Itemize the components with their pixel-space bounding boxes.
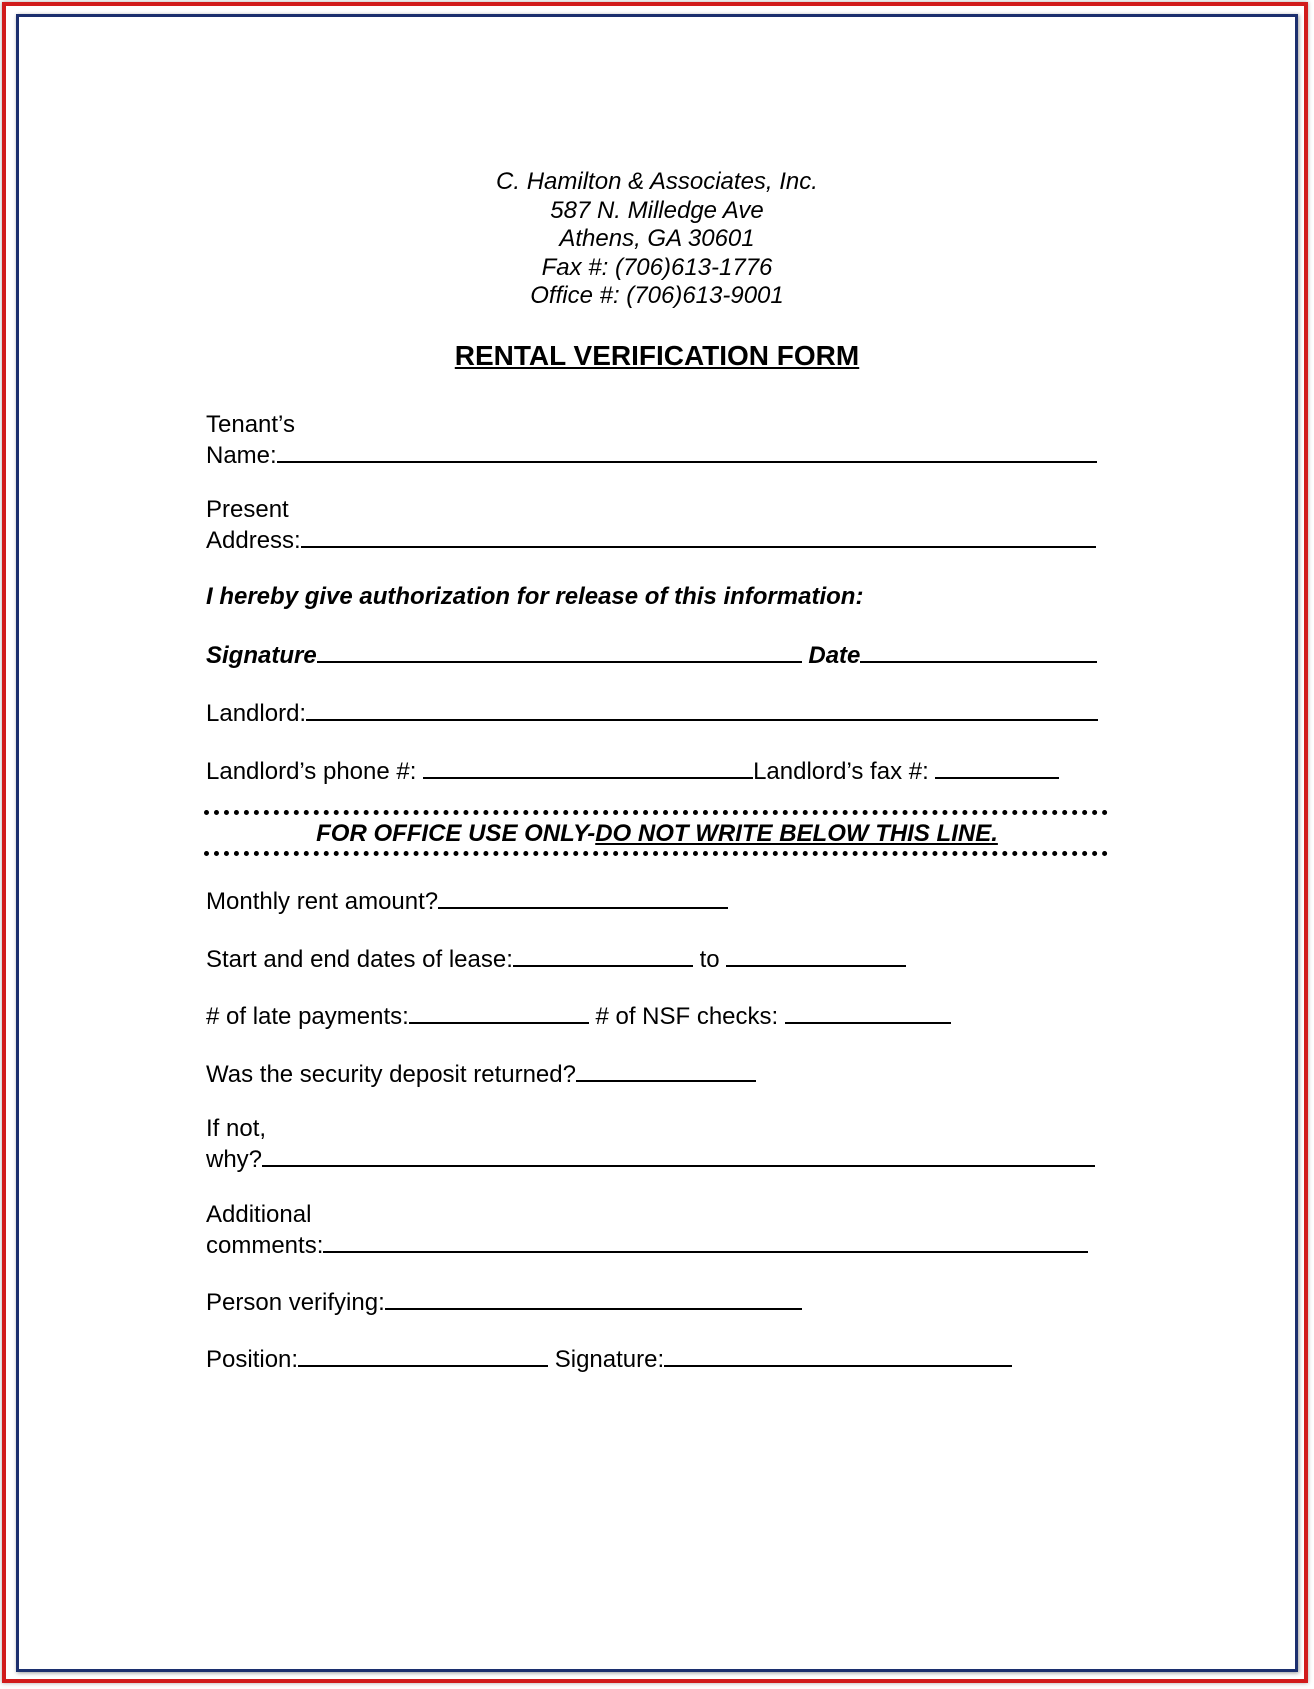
company-header bbox=[0, 168, 1314, 311]
form-title: RENTAL VERIFICATION FORM bbox=[454, 340, 860, 371]
if-not-label-line1: If not, bbox=[206, 1115, 267, 1142]
signature-input-line[interactable] bbox=[317, 639, 802, 663]
position-signature-row[interactable] bbox=[206, 1343, 1012, 1374]
landlord-fax-input-line[interactable] bbox=[935, 755, 1059, 779]
company-name: C. Hamilton & Associates, Inc. bbox=[496, 168, 818, 195]
deposit-field[interactable] bbox=[206, 1058, 756, 1089]
landlord-contact-row[interactable] bbox=[206, 755, 1059, 786]
landlord-fax-label: Landlord’s fax #: bbox=[753, 758, 929, 785]
company-fax: Fax #: (706)613-1776 bbox=[541, 253, 773, 281]
position-label: Position: bbox=[206, 1346, 299, 1373]
dotted-divider-top bbox=[204, 810, 1108, 815]
monthly-rent-input-line[interactable] bbox=[438, 885, 728, 909]
nsf-checks-input-line[interactable] bbox=[785, 1000, 951, 1024]
landlord-input-line[interactable] bbox=[306, 697, 1098, 721]
if-not-why-field[interactable] bbox=[206, 1143, 1095, 1174]
person-verifying-input-line[interactable] bbox=[385, 1286, 802, 1310]
company-street: 587 N. Milledge Ave bbox=[550, 196, 764, 224]
present-address-input-line[interactable] bbox=[301, 524, 1096, 548]
late-payments-label: # of late payments: bbox=[206, 1003, 409, 1030]
lease-dates-label: Start and end dates of lease: bbox=[206, 946, 513, 973]
lease-start-input-line[interactable] bbox=[513, 943, 693, 967]
comments-label: comments: bbox=[206, 1232, 324, 1259]
signature-label: Signature bbox=[206, 642, 317, 669]
landlord-phone-label: Landlord’s phone #: bbox=[206, 758, 417, 785]
comments-label-line1: Additional bbox=[206, 1201, 312, 1228]
signature-date-row[interactable] bbox=[206, 639, 1097, 670]
present-address-label: Address: bbox=[206, 527, 301, 554]
landlord-field[interactable] bbox=[206, 697, 1098, 728]
date-label: Date bbox=[808, 642, 861, 669]
deposit-input-line[interactable] bbox=[576, 1058, 756, 1082]
person-verifying-label: Person verifying: bbox=[206, 1289, 385, 1316]
office-use-warning: DO NOT WRITE BELOW THIS LINE. bbox=[595, 820, 998, 847]
office-use-prefix: FOR OFFICE USE ONLY- bbox=[316, 820, 596, 847]
tenant-name-input-line[interactable] bbox=[277, 439, 1097, 463]
tenant-name-label: Name: bbox=[206, 442, 277, 469]
tenant-label-line1: Tenant’s bbox=[206, 411, 295, 438]
nsf-checks-label: # of NSF checks: bbox=[595, 1003, 779, 1030]
lease-to-label: to bbox=[699, 946, 720, 973]
date-input-line[interactable] bbox=[860, 639, 1097, 663]
present-address-field[interactable] bbox=[206, 524, 1096, 555]
authorization-statement: I hereby give authorization for release of this information: bbox=[206, 583, 864, 610]
company-city: Athens, GA 30601 bbox=[559, 225, 755, 253]
position-input-line[interactable] bbox=[298, 1343, 548, 1367]
landlord-phone-input-line[interactable] bbox=[423, 755, 753, 779]
if-not-why-input-line[interactable] bbox=[262, 1143, 1095, 1167]
lease-dates-row[interactable] bbox=[206, 943, 906, 974]
landlord-label: Landlord: bbox=[206, 700, 307, 727]
office-use-banner bbox=[0, 820, 1314, 848]
monthly-rent-field[interactable] bbox=[206, 885, 728, 916]
verifier-signature-input-line[interactable] bbox=[664, 1343, 1012, 1367]
comments-input-line[interactable] bbox=[323, 1229, 1088, 1253]
deposit-label: Was the security deposit returned? bbox=[206, 1061, 576, 1088]
verifier-signature-label: Signature: bbox=[554, 1346, 665, 1373]
dotted-divider-bottom bbox=[204, 851, 1108, 856]
lease-end-input-line[interactable] bbox=[726, 943, 906, 967]
tenant-name-field[interactable] bbox=[206, 439, 1097, 470]
comments-field[interactable] bbox=[206, 1229, 1088, 1260]
monthly-rent-label: Monthly rent amount? bbox=[206, 888, 439, 915]
person-verifying-field[interactable] bbox=[206, 1286, 802, 1317]
company-office-phone: Office #: (706)613-9001 bbox=[530, 282, 784, 310]
payments-row[interactable] bbox=[206, 1000, 951, 1031]
address-label-line1: Present bbox=[206, 496, 289, 523]
late-payments-input-line[interactable] bbox=[409, 1000, 589, 1024]
if-not-why-label: why? bbox=[206, 1146, 263, 1173]
